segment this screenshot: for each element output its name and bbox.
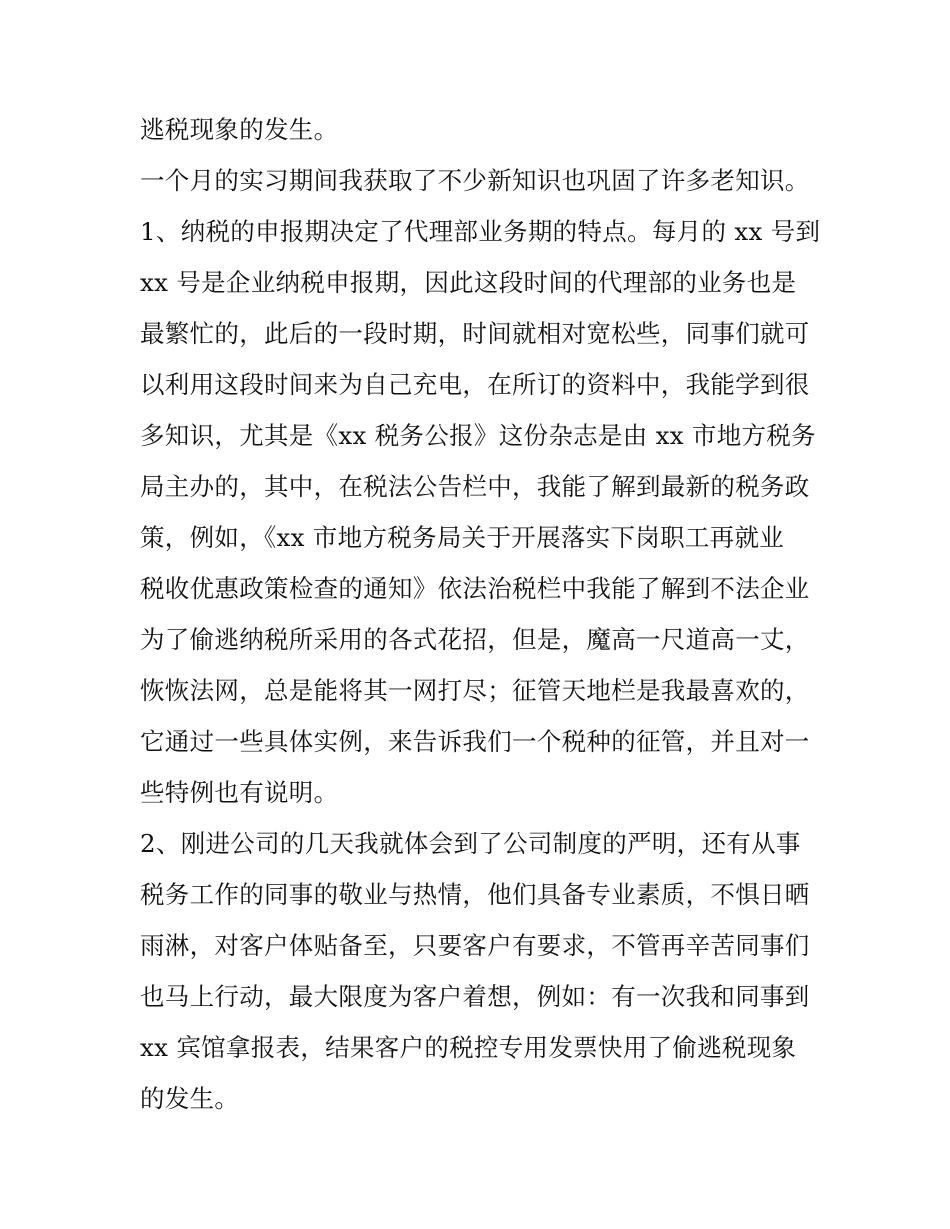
text-line: 的发生。: [140, 1084, 240, 1113]
text-line: 税务工作的同事的敬业与热情，他们具备专业素质，不惧日晒: [140, 880, 810, 909]
text-line: 逃税现象的发生。: [140, 115, 339, 144]
document-body: [140, 104, 820, 1124]
text-line: 2、刚进公司的几天我就体会到了公司制度的严明，还有从事: [140, 829, 801, 858]
text-line: 为了偷逃纳税所采用的各式花招，但是，魔高一尺道高一丈，: [140, 625, 810, 654]
text-line: 也马上行动，最大限度为客户着想，例如：有一次我和同事到: [140, 982, 810, 1011]
text-line: 它通过一些具体实例，来告诉我们一个税种的征管，并且对一: [140, 727, 810, 756]
text-line: 些特例也有说明。: [140, 778, 339, 807]
text-line: 税收优惠政策检查的通知》依法治税栏中我能了解到不法企业: [140, 574, 810, 603]
text-line: 以利用这段时间来为自己充电，在所订的资料中，我能学到很: [140, 370, 810, 399]
text-line: 局主办的，其中，在税法公告栏中，我能了解到最新的税务政: [140, 472, 810, 501]
text-line: xx 宾馆拿报表，结果客户的税控专用发票快用了偷逃税现象: [140, 1033, 797, 1062]
text-line: 恢恢法网，总是能将其一网打尽；征管天地栏是我最喜欢的，: [140, 676, 810, 705]
text-line: 雨淋，对客户体贴备至，只要客户有要求，不管再辛苦同事们: [140, 931, 810, 960]
text-line: 多知识，尤其是《xx 税务公报》这份杂志是由 xx 市地方税务: [140, 421, 816, 450]
text-line: 最繁忙的，此后的一段时期，时间就相对宽松些，同事们就可: [140, 319, 810, 348]
text-line: xx 号是企业纳税申报期，因此这段时间的代理部的业务也是: [140, 268, 797, 297]
text-line: 策，例如，《xx 市地方税务局关于开展落实下岗职工再就业: [140, 523, 785, 552]
text-line: 1、纳税的申报期决定了代理部业务期的特点。每月的 xx 号到: [140, 217, 821, 246]
text-line: 一个月的实习期间我获取了不少新知识也巩固了许多老知识。: [140, 166, 810, 195]
